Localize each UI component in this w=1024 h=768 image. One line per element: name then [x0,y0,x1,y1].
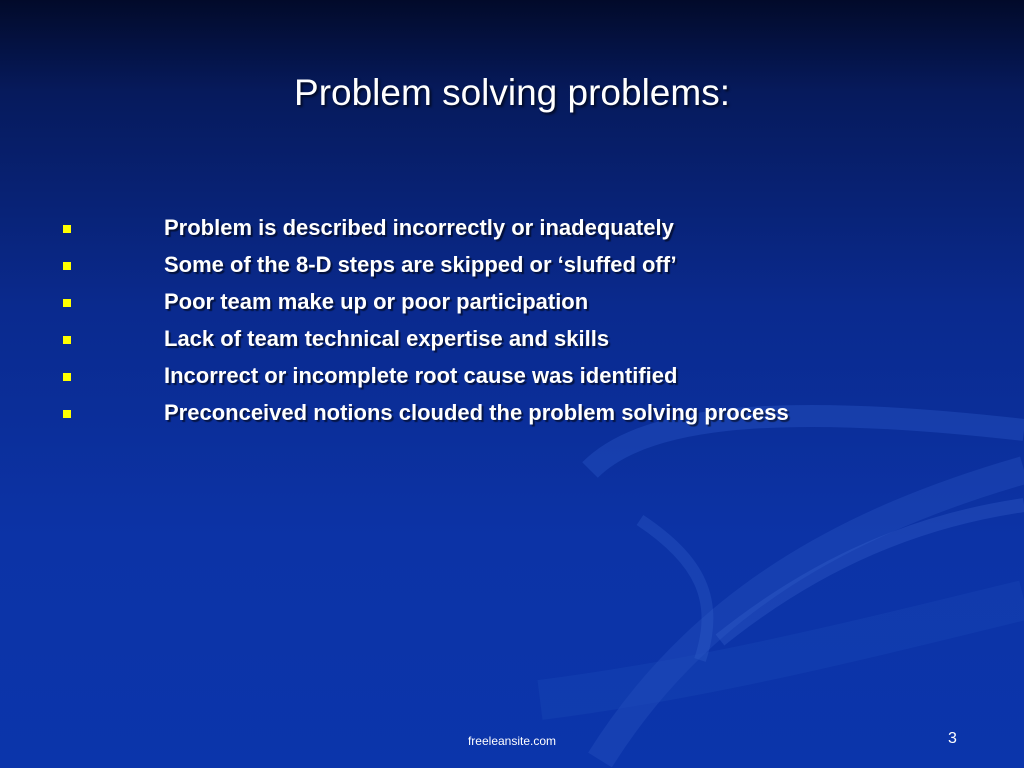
bullet-text: Preconceived notions clouded the problem solving process [164,400,789,425]
bullet-text: Lack of team technical expertise and skills [164,326,610,351]
square-bullet-icon [63,299,71,307]
square-bullet-icon [63,262,71,270]
slide-title: Problem solving problems: [294,72,730,113]
bullet-text: Incorrect or incomplete root cause was identified [164,363,678,388]
bullet-text: Poor team make up or poor participation [164,289,589,314]
square-bullet-icon [63,410,71,418]
square-bullet-icon [63,225,71,233]
square-bullet-icon [63,373,71,381]
slide-number: 3 [948,730,957,747]
bullet-text: Problem is described incorrectly or inadequately [164,215,674,240]
square-bullet-icon [63,336,71,344]
bullet-text: Some of the 8-D steps are skipped or ‘sluffed off’ [164,252,677,277]
footer-source: freeleansite.com [467,734,557,748]
